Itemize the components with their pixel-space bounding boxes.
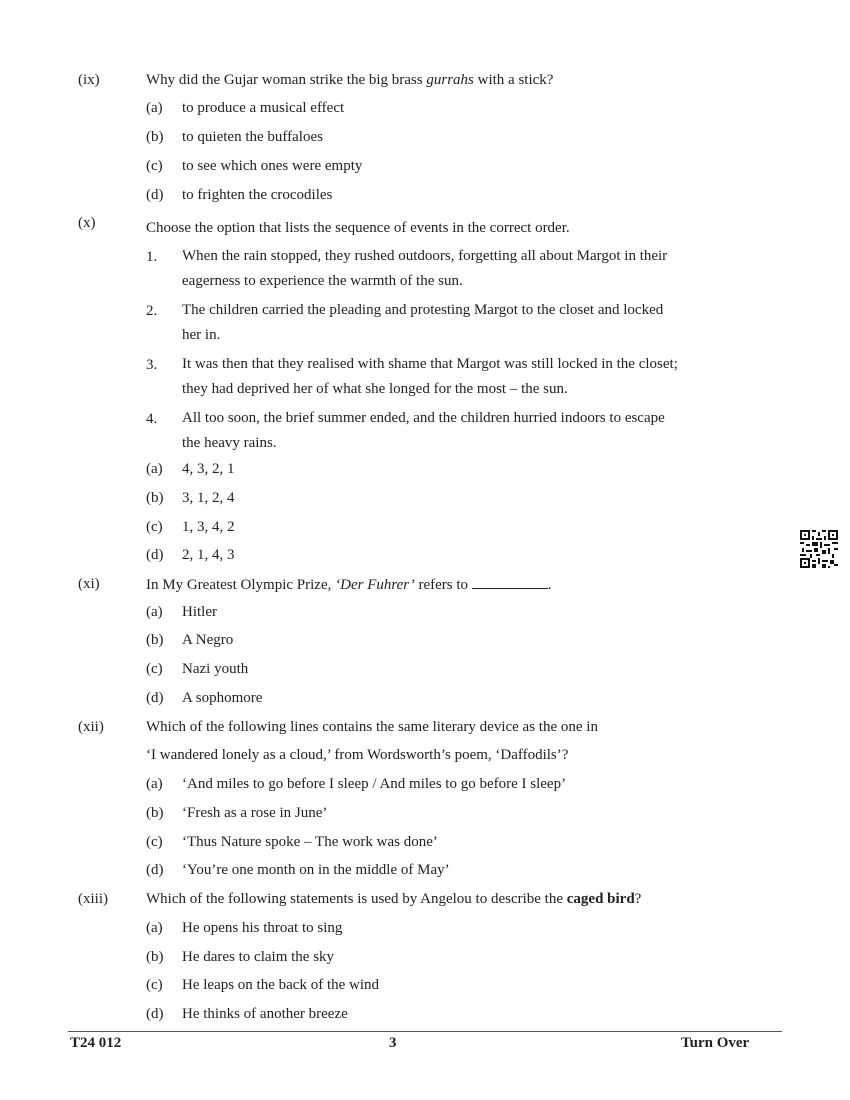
option-label: (c): [146, 834, 163, 850]
option-text: to see which ones were empty: [182, 158, 363, 174]
option-label: (a): [146, 776, 163, 792]
stem-text: refers to: [414, 577, 469, 593]
option-label: (c): [146, 519, 163, 535]
page-number: 3: [389, 1035, 397, 1051]
option-label: (b): [146, 949, 164, 965]
footer-divider: [68, 1031, 782, 1032]
event-text: It was then that they realised with shame that Margot was still locked in the closet; they had deprived her of what she longed for the most – the sun.: [182, 356, 678, 397]
option-label: (a): [146, 920, 163, 936]
option-label: (d): [146, 1006, 164, 1022]
option-text: ‘And miles to go before I sleep / And miles to go before I sleep’: [182, 776, 567, 792]
option-text: 4, 3, 2, 1: [182, 461, 235, 477]
option-label: (d): [146, 547, 164, 563]
option-text: to produce a musical effect: [182, 100, 345, 116]
option-text: A Negro: [182, 632, 234, 648]
stem-bold: caged bird: [566, 891, 635, 907]
question-stem-line2: ‘I wandered lonely as a cloud,’ from Wordsworth’s poem, ‘Daffodils’?: [146, 747, 569, 763]
option-text: ‘You’re one month on in the middle of May’: [182, 862, 450, 878]
question-stem: [146, 576, 552, 594]
option-text: He opens his throat to sing: [182, 920, 343, 936]
option-label: (d): [146, 690, 164, 706]
qr-code-icon: [800, 530, 838, 568]
option-text: He leaps on the back of the wind: [182, 977, 380, 993]
option-text: He dares to claim the sky: [182, 949, 335, 965]
question-stem: [146, 891, 641, 908]
event-text: The children carried the pleading and protesting Margot to the closet and locked her in.: [182, 302, 664, 343]
option-label: (a): [146, 604, 163, 620]
option-label: (b): [146, 129, 164, 145]
option-label: (c): [146, 977, 163, 993]
stem-text: .: [547, 577, 552, 593]
option-text: Nazi youth: [182, 661, 249, 677]
option-text: A sophomore: [182, 690, 263, 706]
option-label: (c): [146, 661, 163, 677]
event-label: 4.: [146, 411, 158, 427]
question-number: (x): [78, 215, 96, 231]
option-text: ‘Thus Nature spoke – The work was done’: [182, 834, 438, 850]
option-label: (b): [146, 632, 164, 648]
question-number: (xii): [78, 719, 104, 735]
stem-italic: ‘Der Fuhrer’: [335, 577, 415, 593]
stem-text: Which of the following statements is used by Angelou to describe the: [146, 891, 567, 907]
option-text: Hitler: [182, 604, 217, 620]
option-label: (a): [146, 461, 163, 477]
option-text: 3, 1, 2, 4: [182, 490, 235, 506]
stem-italic: gurrahs: [426, 72, 474, 88]
question-stem-line1: Which of the following lines contains the same literary device as the one in: [146, 719, 598, 735]
stem-text: ?: [634, 891, 642, 907]
event-text: When the rain stopped, they rushed outdoors, forgetting all about Margot in their eagerness to experience the warmth of the sun.: [182, 248, 668, 289]
event-label: 1.: [146, 249, 158, 265]
option-text: He thinks of another breeze: [182, 1006, 348, 1022]
question-stem: Choose the option that lists the sequence of events in the correct order.: [146, 220, 570, 236]
stem-text: In My Greatest Olympic Prize,: [146, 577, 336, 593]
event-text: All too soon, the brief summer ended, and the children hurried indoors to escape the heavy rains.: [182, 410, 665, 451]
option-text: ‘Fresh as a rose in June’: [182, 805, 328, 821]
option-text: 2, 1, 4, 3: [182, 547, 235, 563]
option-text: to quieten the buffaloes: [182, 129, 323, 145]
question-stem: [146, 72, 553, 89]
option-label: (d): [146, 187, 164, 203]
paper-code: T24 012: [70, 1035, 122, 1051]
option-label: (d): [146, 862, 164, 878]
stem-text: with a stick?: [473, 72, 554, 88]
event-label: 3.: [146, 357, 158, 373]
option-text: to frighten the crocodiles: [182, 187, 333, 203]
question-number: (xiii): [78, 891, 108, 907]
option-label: (b): [146, 805, 164, 821]
option-label: (c): [146, 158, 163, 174]
option-text: 1, 3, 4, 2: [182, 519, 235, 535]
event-label: 2.: [146, 303, 158, 319]
stem-text: Why did the Gujar woman strike the big brass: [146, 72, 427, 88]
answer-blank: [472, 576, 548, 589]
question-number: (xi): [78, 576, 100, 592]
option-label: (b): [146, 490, 164, 506]
question-number: (ix): [78, 72, 100, 88]
turn-over-label: Turn Over: [681, 1035, 750, 1051]
option-label: (a): [146, 100, 163, 116]
